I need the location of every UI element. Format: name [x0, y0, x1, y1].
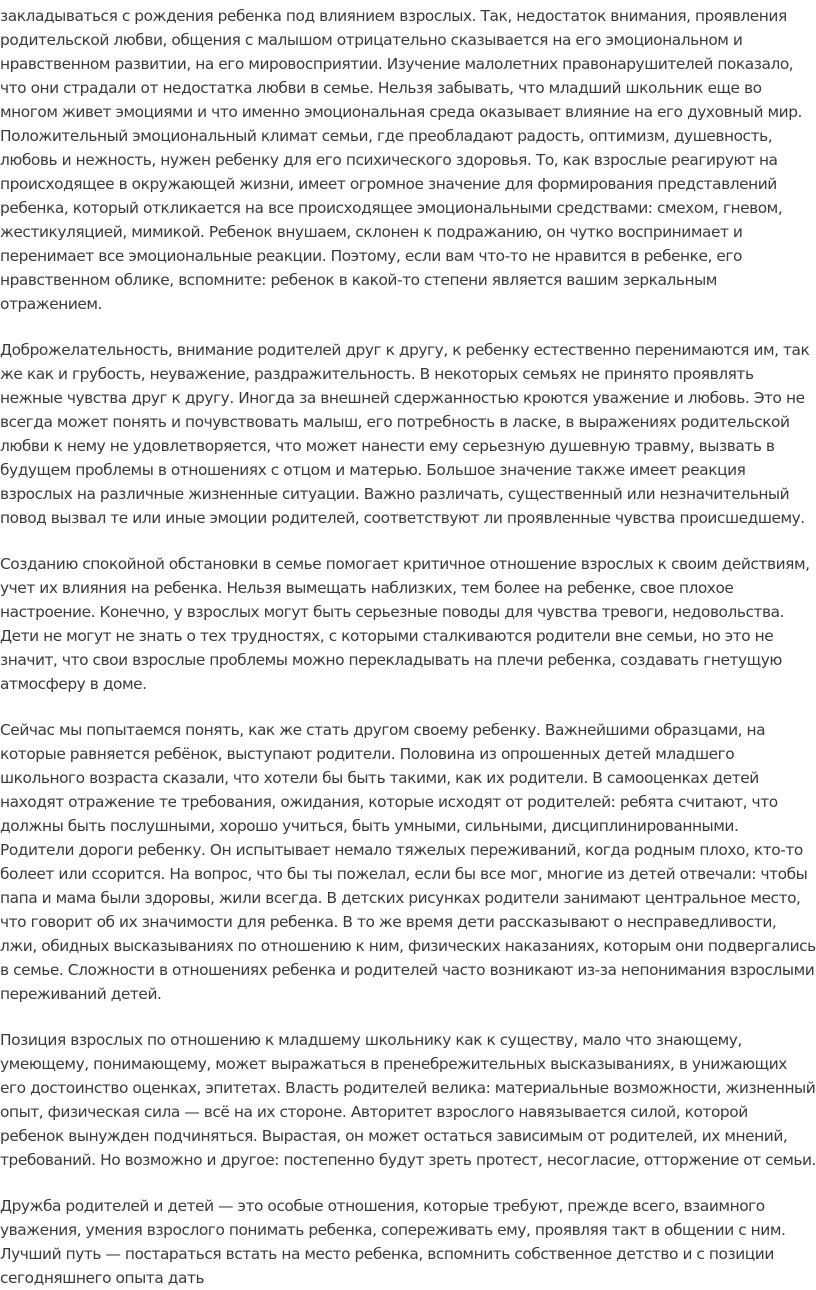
paragraph-2: Доброжелательность, внимание родителей друг к другу, к ребенку естественно перенимаются им, так же как и грубость, неуважение, раздражительность. В некоторых семьях не принято проявлять нежные чувства друг к другу. Иногда за внешней сдержанностью кроются уважение и любовь. Это не всегда может понять и почувствовать малыш, его потребность в ласке, в выражениях родительской любви к нему не удовлетворяется, что может нанести ему серьезную душевную травму, вызвать в будущем проблемы в отношениях с отцом и матерью. Большое значение также имеет реакция взрослых на различные жизненные ситуации. Важно различать, существенный или незначительный повод вызвал те или иные эмоции родителей, соответствуют ли проявленные чувства происшедшему.: [0, 341, 810, 527]
paragraph-1: закладываться с рождения ребенка под влиянием взрослых. Так, недостаток внимания, проявления родительской любви, общения с малышом отрицательно сказывается на его эмоциональном и нравственном развитии, на его мировосприятии. Изучение малолетних правонарушителей показало, что они страдали от недостатка любви в семье. Нельзя забывать, что младший школьник еще во многом живет эмоциями и что именно эмоциональная среда оказывает влияние на его духовный мир. Положительный эмоциональный климат семьи, где преобладают радость, оптимизм, душевность, любовь и нежность, нужен ребенку для его психического здоровья. То, как взрослые реагируют на происходящее в окружающей жизни, имеет огромное значение для формирования представлений ребенка, который откликается на все происходящее эмоциональными средствами: смехом, гневом, жестикуляцией, мимикой. Ребенок внушаем, склонен к подражанию, он чутко воспринимает и перенимает все эмоциональные реакции. Поэтому, если вам что-то не нравится в ребенке, его нравственном облике, вспомните: ребенок в какой-то степени является вашим зеркальным отражением.: [0, 7, 802, 313]
paragraph-5: Позиция взрослых по отношению к младшему школьнику как к существу, мало что знающему, умеющему, понимающему, может выражаться в пренебрежительных высказываниях, в унижающих его достоинство оценках, эпитетах. Власть родителей велика: материальные возможности, жизненный опыт, физическая сила — всё на их стороне. Авторитет взрослого навязывается силой, которой ребенок вынужден подчиняться. Вырастая, он может остаться зависимым от родителей, их мнений, требований. Но возможно и другое: постепенно будут зреть протест, несогласие, отторжение от семьи.: [0, 1031, 816, 1169]
paragraph-3: Созданию спокойной обстановки в семье помогает критичное отношение взрослых к своим действиям, учет их влияния на ребенка. Нельзя вымещать наблизких, тем более на ребенке, свое плохое настроение. Конечно, у взрослых могут быть серьезные поводы для чувства тревоги, недовольства. Дети не могут не знать о тех трудностях, с которыми сталкиваются родители вне семьи, но это не значит, что свои взрослые проблемы можно перекладывать на плечи ребенка, создавать гнетущую атмосферу в доме.: [0, 555, 810, 693]
paragraph-6: Дружба родителей и детей — это особые отношения, которые требуют, прежде всего, взаимного уважения, умения взрослого понимать ребенка, сопереживать ему, проявляя такт в общении с ним. Лучший путь — постараться встать на место ребенка, вспомнить собственное детство и с позиции сегодняшнего опыта дать: [0, 1197, 786, 1287]
paragraph-4: Сейчас мы попытаемся понять, как же стать другом своему ребенку. Важнейшими образцами, на которые равняется ребёнок, выступают родители. Половина из опрошенных детей младшего школьного возраста сказали, что хотели бы быть такими, как их родители. В самооценках детей находят отражение те требования, ожидания, которые исходят от родителей: ребята считают, что должны быть послушными, хорошо учиться, быть умными, сильными, дисциплинированными. Родители дороги ребенку. Он испытывает немало тяжелых переживаний, когда родным плохо, кто-то болеет или ссорится. На вопрос, что бы ты пожелал, если бы все мог, многие из детей отвечали: чтобы папа и мама были здоровы, жили всегда. В детских рисунках родители занимают центральное место, что говорит об их значимости для ребенка. В то же время дети рассказывают о несправедливости, лжи, обидных высказываниях по отношению к ним, физических наказаниях, которым они подвергались в семье. Сложности в отношениях ребенка и родителей часто возникают из-за непонимания взрослыми переживаний детей.: [0, 721, 816, 1003]
